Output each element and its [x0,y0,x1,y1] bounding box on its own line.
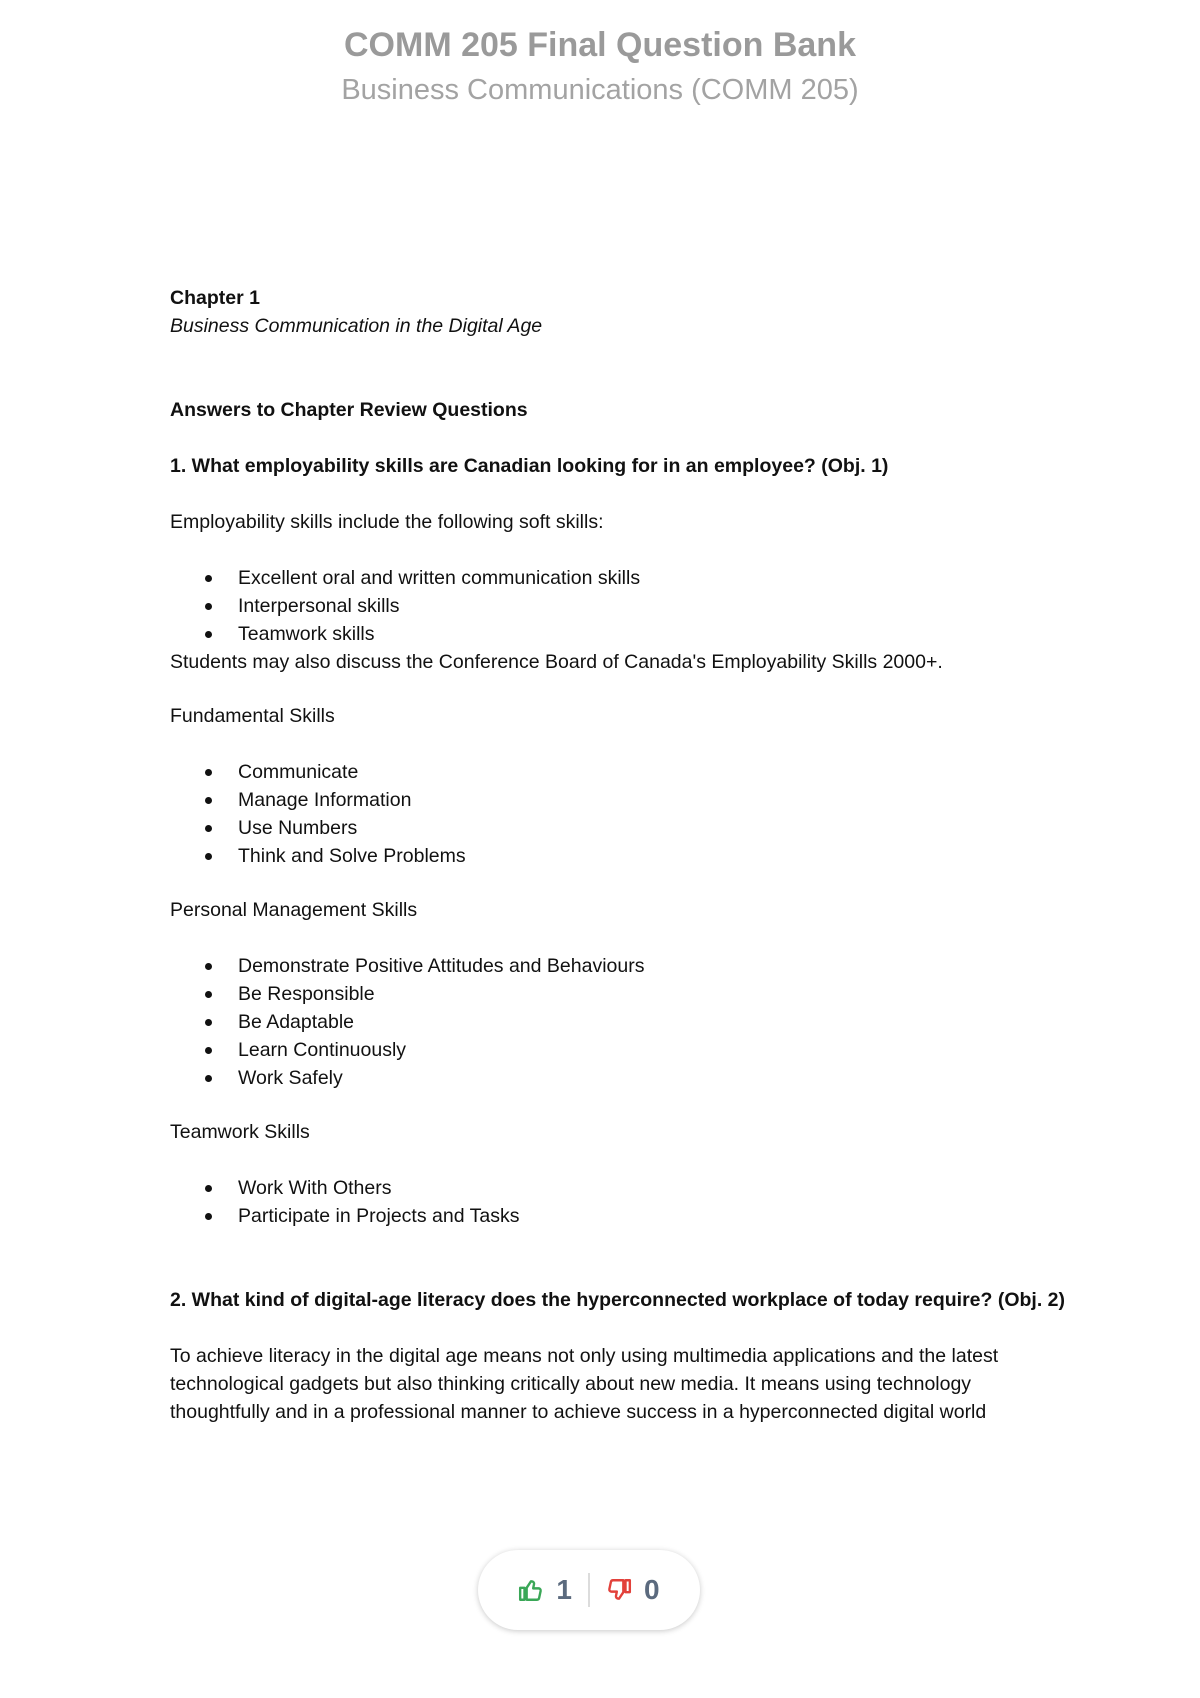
rating-divider [588,1573,590,1607]
list-item: Participate in Projects and Tasks [170,1202,1070,1230]
list-item: Teamwork skills [170,620,1070,648]
list-item: Think and Solve Problems [170,842,1070,870]
dislike-count: 0 [644,1574,660,1605]
list-item: Demonstrate Positive Attitudes and Behaviours [170,952,1070,980]
thumbs-up-icon [518,1577,544,1603]
like-button[interactable] [508,1574,582,1606]
question-2: 2. What kind of digital-age literacy does the hyperconnected workplace of today require? (Obj. 2) [170,1289,1066,1311]
q1-intro: Employability skills include the following soft skills: [170,511,604,533]
teamwork-skills-list [170,1174,1070,1230]
rating-widget [478,1550,700,1630]
chapter-label: Chapter 1 [170,287,260,309]
fundamental-skills-heading: Fundamental Skills [170,705,335,727]
teamwork-skills-heading: Teamwork Skills [170,1121,310,1143]
like-count: 1 [556,1574,572,1605]
soft-skills-list [170,564,1070,648]
course-title: Business Communications (COMM 205) [341,74,859,106]
list-item: Manage Information [170,786,1070,814]
list-item: Learn Continuously [170,1036,1070,1064]
document-title: COMM 205 Final Question Bank [344,26,856,64]
list-item: Excellent oral and written communication skills [170,564,1070,592]
fundamental-skills-list [170,758,1070,870]
list-item: Communicate [170,758,1070,786]
q2-answer: To achieve literacy in the digital age means not only using multimedia applications and the latest technological gadgets but also thinking critically about new media. It means using technology thoughtfully and in a professional manner to achieve success in a hyperconnected digital world [170,1345,999,1423]
personal-skills-list [170,952,1070,1092]
dislike-button[interactable] [596,1574,670,1606]
section-heading: Answers to Chapter Review Questions [170,399,528,421]
question-1: 1. What employability skills are Canadian looking for in an employee? (Obj. 1) [170,455,889,477]
q1-note: Students may also discuss the Conference Board of Canada's Employability Skills 2000+. [170,651,943,673]
chapter-subtitle: Business Communication in the Digital Age [170,315,543,337]
list-item: Work Safely [170,1064,1070,1092]
personal-skills-heading: Personal Management Skills [170,899,418,921]
thumbs-down-icon [606,1577,632,1603]
list-item: Use Numbers [170,814,1070,842]
list-item: Interpersonal skills [170,592,1070,620]
document-body [170,284,1070,1426]
list-item: Work With Others [170,1174,1070,1202]
list-item: Be Adaptable [170,1008,1070,1036]
document-header [0,22,1200,112]
list-item: Be Responsible [170,980,1070,1008]
